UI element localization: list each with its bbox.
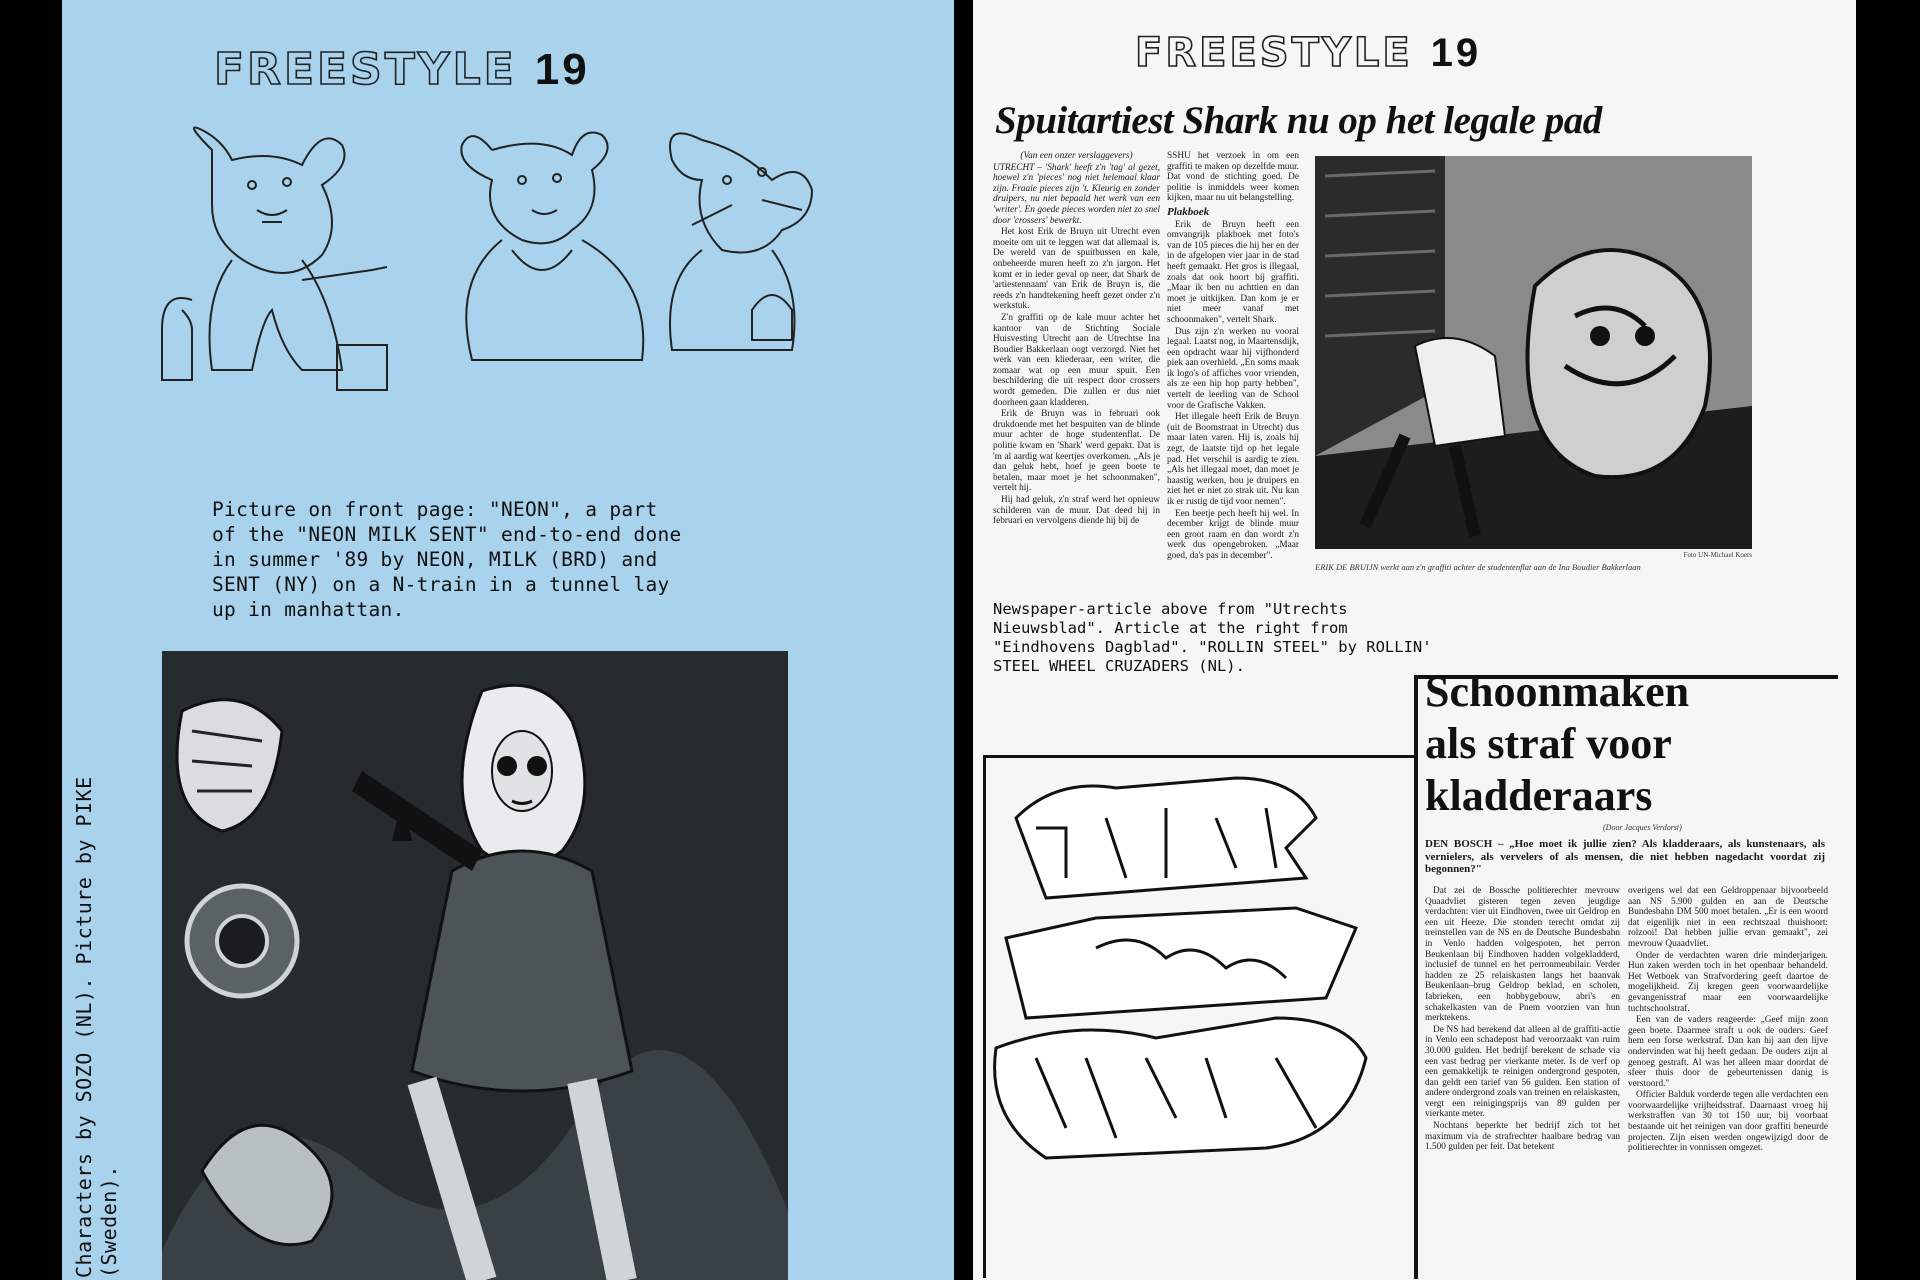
magazine-title-right: FREESTYLE 19 xyxy=(1135,30,1482,76)
article1-paragraph: Erik de Bruyn heeft een omvangrijk plakboek met foto's van de 105 pieces die hij her en der in de afgelopen vier jaar in de stad heeft gemaakt. Het gros is illegaal, zoals dat ook hoort bij graffiti. „Maar ik ben nu achttien en dan moet je uitkijken. Dan kom je er niet meer vanaf met schoonmaken", vertelt Shark. xyxy=(1167,219,1299,325)
issue-number-right: 19 xyxy=(1430,31,1482,75)
article1-byline: (Van een onzer verslaggevers) xyxy=(1020,151,1133,161)
article1-headline: Spuitartiest Shark nu op het legale pad xyxy=(995,99,1602,142)
articles-source-note: Newspaper-article above from "Utrechts Nieuwsblad". Article at the right from "Eindhovens Dagblad". "ROLLIN STEEL" by ROLLIN' STEEL WHEEL CRUZADERS (NL). xyxy=(993,600,1432,675)
article1-photo xyxy=(1315,156,1752,549)
article2-column-2 xyxy=(1628,886,1828,1272)
article2-headline xyxy=(1425,666,1689,822)
article2-paragraph: De NS had berekend dat alleen al de graffiti-actie in Venlo een schadepost had veroorzaakt van ruim 30.000 gulden. Het bedrijf berekent de schade via een vast bedrag per vierkante meter. Is de verf op een gemakkelijk te reinigen ondergrond gespoten, dan geldt een tarief van 56 gulden. Een station of andere ondergrond zoals van treinen en relaiskasten, vergt een reinigingsprijs van 89 gulden per vierkante meter. xyxy=(1425,1024,1620,1120)
article1-paragraph: Het kost Erik de Bruyn uit Utrecht even moeite om uit te leggen wat dat allemaal is. De wereld van de spuitbussen en kale, onbeheerde muren heeft zo z'n jargon. Het komt er in ieder geval op neer, dat Shark de 'artiestennaam' van Erik de Bruyn is, die reeds z'n handtekening heeft gezet onder z'n werkstuk. xyxy=(993,227,1160,312)
article2-lead xyxy=(1425,838,1825,877)
article2-headline-line: Schoonmaken xyxy=(1425,667,1690,716)
article2-headline-line: kladderaars xyxy=(1425,771,1653,820)
left-page xyxy=(62,0,954,1280)
characters-credit: Characters by SOZO (NL). Picture by PIKE (Sweden). xyxy=(72,776,121,1278)
article2-paragraph: Dat zei de Bossche politierechter mevrouw Quaadvliet gisteren tegen zeven jeugdige verdachten: vier uit Eindhoven, twee uit Geldrop en een uit Heeze. Die stonden terecht omdat zij treinstellen van de NS en de Deutsche Bundesbahn in Venlo hadden volgespoten, het perron Beukenlaan bij Eindhoven hadden volgekladderd, inclusief de tunnel en het perronmeubilair. Verder hadden ze 25 relaiskasten langs het baanvak Beukenlaan–brug Geldrop beklad, en scholen, fabrieken, een hobbygebouw, abri's en schakelkasten van de Pnem voorzien van hun merktekens. xyxy=(1425,886,1620,1024)
magazine-title: FREESTYLE 19 xyxy=(214,44,590,95)
article1-paragraph: Dus zijn z'n werken nu vooral legaal. Laatst nog, in Maartensdijk, een opdracht waar hij vijfhonderd piek aan overhield. „En soms maak ik logo's of affiches voor vrienden, als ze een hip hop party hebben", vertelt de leerling van de School voor de Grafische Vakken. xyxy=(1167,326,1299,411)
article1-column-2 xyxy=(1167,151,1299,593)
article2-byline: (Door Jacques Verdorst) xyxy=(1603,823,1682,832)
article1-lead: UTRECHT – 'Shark' heeft z'n 'tag' al gezet, hoewel z'n 'pieces' nog niet helemaal klaar zijn. Fraaie pieces zijn 't. Kleurig en zonder druipers, nu niet bepaald het werk van een 'writer'. En goede pieces worden niet zo snel door 'crossers' bewerkt. xyxy=(993,162,1160,226)
article2-lead-text: DEN BOSCH – „Hoe moet ik jullie zien? Als kladderaars, als kunstenaars, als vernielers, als vervelers of als mensen, die niet hebben nagedacht voordat zij begonnen?" xyxy=(1425,838,1825,875)
issue-number: 19 xyxy=(534,45,590,94)
article2-paragraph: Officier Balduk vorderde tegen alle verdachten een voorwaardelijke vrijheidsstraf. Daarnaast vroeg hij werkstraffen van 30 tot 150 uur, bij voorbaat bestaande uit het reinigen van door graffiti beneurde projecten. Zijn eisen werden ongewijzigd door de politierechter in vonnissen omgezet. xyxy=(1628,1090,1828,1154)
front-page-caption: Picture on front page: "NEON", a part of the "NEON MILK SENT" end-to-end done in summer '89 by NEON, MILK (BRD) and SENT (NY) on a N-train in a tunnel lay up in manhattan. xyxy=(212,498,682,621)
photo-caption: ERIK DE BRUIJN werkt aan z'n graffiti achter de studentenflat aan de Ina Boudier Bakkerlaan xyxy=(1315,562,1641,572)
article1-paragraph: Z'n graffiti op de kale muur achter het kantoor van de Stichting Sociale Huisvesting Utrecht aan de Utrechtse Ina Boudier Bakkerlaan oogt verzorgd. Niet het werk van een kliederaar, een writer, die zomaar wat op een muur spuit. Een beschildering die uit respect door crossers wordt gemeden. Die zullen er dus niet doorheen gaan kladderen. xyxy=(993,312,1160,408)
right-page xyxy=(973,0,1856,1280)
article1-paragraph: Een beetje pech heeft hij wel. In december krijgt de blinde muur een groot raam en dan wordt z'n werk dus opengebroken. „Maar goed, da's pas in december". xyxy=(1167,508,1299,561)
article2-headline-line: als straf voor xyxy=(1425,719,1672,768)
article1-paragraph: SSHU het verzoek in om een graffiti te maken op dezelfde muur. Dat vond de stichting goed. De politie is inmiddels weer komen kijken, maar nu uit belangstelling. xyxy=(1167,151,1299,204)
article1-paragraph: Erik de Bruyn was in februari ook drukdoende met het bespuiten van de blinde muur achter de hoge studentenflat. De politie kwam en 'Shark' werd gepakt. Dat is 'm al aardig wat keertjes overkomen. „Als je dan geluk hebt, hoef je geen boete te betalen, maar moet je het schoonmaken", vertelt hij. xyxy=(993,409,1160,494)
article2-paragraph: overigens wel dat een Geldroppenaar bijvoorbeeld aan NS 5.900 gulden en aan de Deutsche Bundesbahn DM 500 moet betalen. „Er is een woord dat eigenlijk niet in een rechtszaal thuishoort: rolzooi! Dat hebben jullie ervan gemaakt", zei mevrouw Quaadvliet. xyxy=(1628,886,1828,949)
article2-paragraph: Nochtans beperkte het bedrijf zich tot het maximum via de strafrechter haalbare bedrag van 1.500 gulden per feit. Dat betekent xyxy=(1425,1121,1620,1153)
rat-characters-drawing xyxy=(102,110,922,410)
article2-column-1 xyxy=(1425,886,1620,1272)
article1-paragraph: Hij had geluk, z'n straf werd het opnieuw schilderen van de muur. Dat deed hij in februari en vervolgens diende hij bij de xyxy=(993,495,1160,527)
rollin-steel-graffiti xyxy=(976,758,1406,1278)
photo-credit: Foto UN-Michael Koers xyxy=(1683,551,1752,559)
rollin-steel-box xyxy=(983,755,1416,1278)
article1-paragraph: Het illegale heeft Erik de Bruyn (uit de Boomstraat in Utrecht) dus maar laten varen. Hij is, zoals hij zegt, de laatste tijd op het legale pad. Het verschil is aardig te zien. „Als het illegaal moet, dan moet je haastig werken, hou je druipers en ziet het er niet zo strak uit. Nu kan ik er rustig de tijd voor nemen". xyxy=(1167,412,1299,507)
article1-column-1 xyxy=(993,151,1160,591)
article2-paragraph: Een van de vaders reageerde: „Geef mijn zoon geen boete. Daarmee straft u ook de ouders. Geef hem een forse werkstraf. Dan kan hij aan den lijve ondervinden wat hij heeft gedaan. De ouders zijn al genoeg gestraft. Al was het alleen maar doordat de sfeer thuis door de gebeurtenissen danig is verstoord." xyxy=(1628,1015,1828,1089)
graffiti-photo xyxy=(162,651,788,1280)
article1-subhead: Plakboek xyxy=(1167,205,1210,218)
article2-paragraph: Onder de verdachten waren drie minderjarigen. Hun zaken werden toch in het openbaar behandeld. Het Wetboek van Strafvordering geeft daartoe de mogelijkheid. Zij kregen geen voorwaardelijke gevangenisstraf maar een voorwaardelijke tuchtschoolstraf. xyxy=(1628,950,1828,1014)
